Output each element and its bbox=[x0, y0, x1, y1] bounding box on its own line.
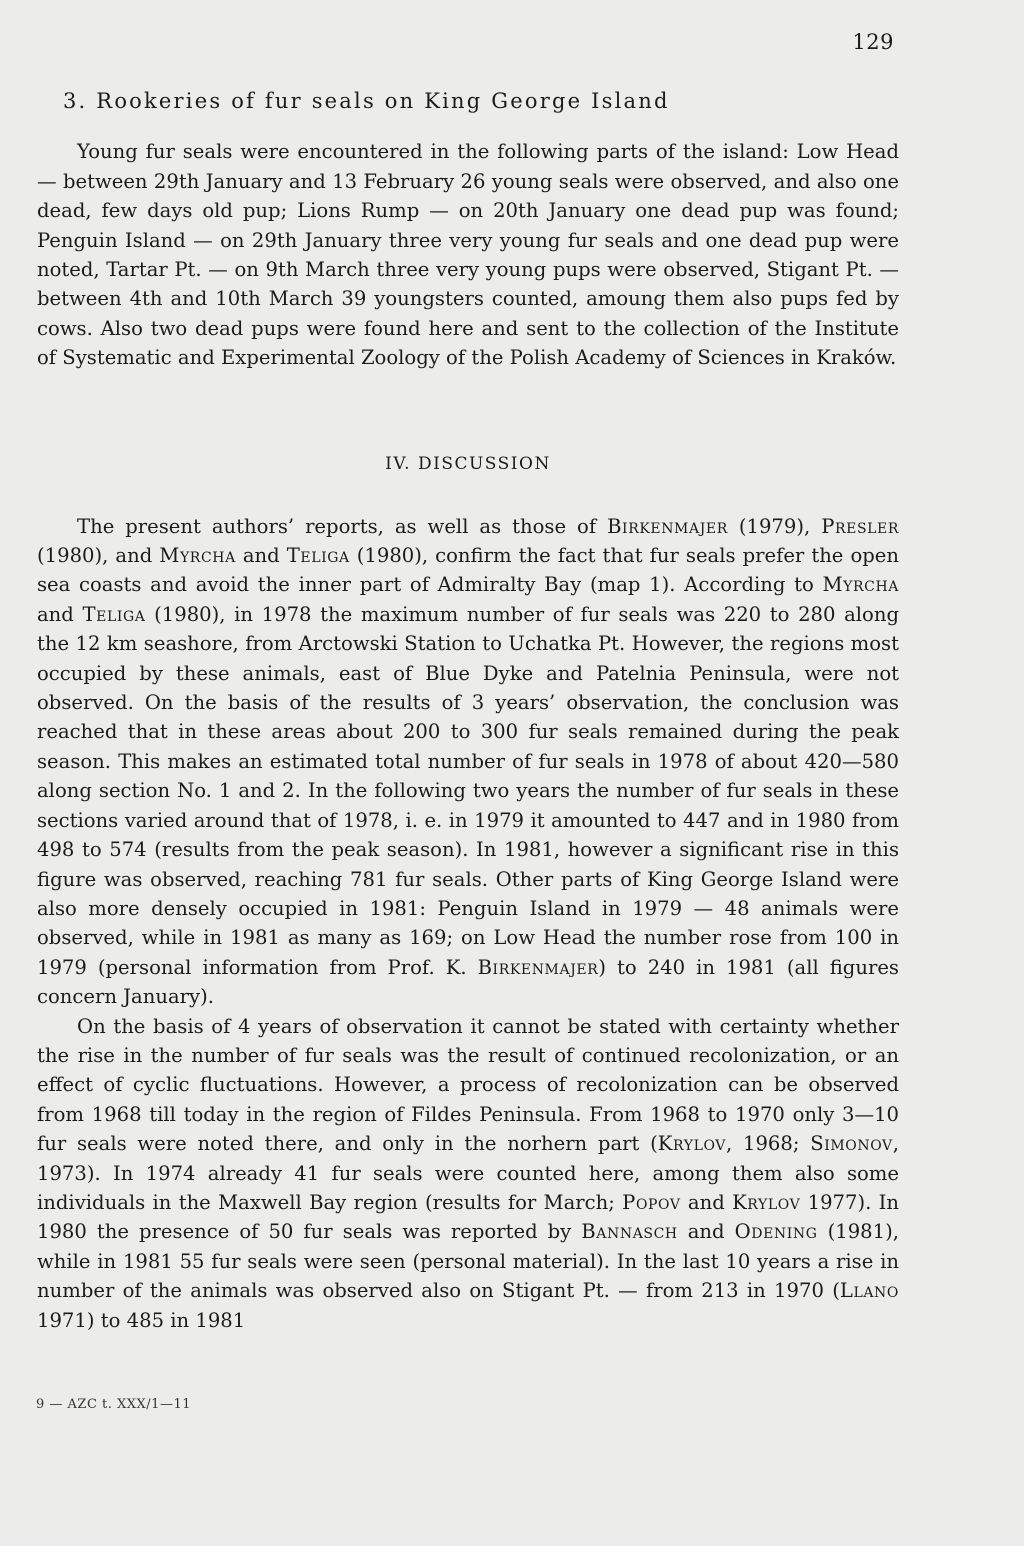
author-name: Presler bbox=[821, 514, 899, 538]
text-run: 1977). In 1980 the presence of 50 fur seals was reported by bbox=[37, 1190, 900, 1244]
text-run: (1980), confirm the fact that fur seals prefer the open sea coasts and avoid the inner part of Admiralty Bay (map 1). According to bbox=[37, 544, 899, 597]
author-name: Birkenmajer bbox=[607, 514, 728, 538]
section-heading-rookeries: 3. Rookeries of fur seals on King George Island bbox=[63, 89, 670, 113]
author-name: Popov bbox=[622, 1190, 681, 1214]
printer-signature: 9 — AZC t. XXX/1—11 bbox=[36, 1397, 191, 1412]
page-number: 129 bbox=[852, 30, 894, 54]
author-name: Simonov bbox=[810, 1132, 893, 1156]
author-name: Bannasch bbox=[581, 1220, 678, 1244]
author-name: Teliga bbox=[82, 602, 146, 626]
text-run: ) to 240 in 1981 (all figures concern January). bbox=[37, 955, 899, 1009]
text-run: (1980), in 1978 the maximum number of fur seals was 220 to 280 along the 12 km seashore, from Arctowski Station to Uchatka Pt. However, the regions most occupied by these animals, east of Blue Dyke and Patelnia Peninsula, were not observed. On the basis of the results of 3 years’ observation, the conclusion was reached that in these areas about 200 to 300 fur seals remained during the peak season. This makes an estimated total number of fur seals in 1978 of about 420—580 along section No. 1 and 2. In the following two years the number of fur seals in these sections varied around that of 1978, i. e. in 1979 it amounted to 447 and in 1980 from 498 to 574 (results from the peak season). In 1981, however a significant rise in this figure was observed, reaching 781 fur seals. Other parts of King George Island were also more densely occupied in 1981: Penguin Island in 1979 — 48 animals were observed, while in 1981 as many as 169; on Low Head the number rose from 100 in 1979 (personal information from Prof. K. bbox=[37, 602, 900, 979]
text-run: and bbox=[37, 602, 83, 626]
text-run: 1971) to 485 in 1981 bbox=[37, 1308, 246, 1332]
author-name: Myrcha bbox=[159, 544, 236, 568]
author-name: Myrcha bbox=[822, 573, 899, 597]
page-content bbox=[37, 88, 899, 1335]
text-run: (1979), bbox=[727, 514, 822, 538]
text-run: (1981), while in 1981 55 fur seals were seen (personal material). In the last 10 years a rise in number of the animals was observed also on Stigant Pt. — from 213 in 1970 ( bbox=[37, 1220, 899, 1303]
text-run: (1980), and bbox=[37, 544, 160, 568]
text-run: On the basis of 4 years of observation it cannot be stated with certainty whether the rise in the number of fur seals was the result of continued recolonization, or an effect of cyclic fluctuations. However, a process of recolonization can be observed from 1968 till today in the region of Fildes Peninsula. From 1968 to 1970 only 3—10 fur seals were noted there, and only in the norhern part ( bbox=[37, 1014, 899, 1156]
discussion-paragraph-2 bbox=[37, 1012, 899, 1335]
text-run: , 1968; bbox=[726, 1132, 811, 1156]
rookeries-paragraph: Young fur seals were encountered in the following parts of the island: Low Head — between 29th January and 13 February 26 young seals were observed, and also one dead, few days old pup; Lions Rump — on 20th January one dead pup was found; Penguin Island — on 29th January three very young fur seals and one dead pup were noted, Tartar Pt. — on 9th March three very young pups were observed, Stigant Pt. — between 4th and 10th March 39 youngsters counted, amoung them also pups fed by cows. Also two dead pups were found here and sent to the collection of the Institute of Systematic and Experimental Zoology of the Polish Academy of Sciences in Kraków. bbox=[37, 140, 899, 370]
text-run: and bbox=[235, 544, 287, 568]
author-name: Birkenmajer bbox=[477, 955, 599, 979]
author-name: Krylov bbox=[657, 1132, 727, 1156]
text-run: and bbox=[677, 1220, 735, 1244]
author-name: Llano bbox=[839, 1279, 899, 1303]
discussion-paragraph-1 bbox=[37, 512, 899, 1012]
author-name: Odening bbox=[734, 1220, 818, 1244]
discussion-heading: IV. DISCUSSION bbox=[385, 453, 551, 474]
author-name: Teliga bbox=[286, 544, 350, 568]
text-run: and bbox=[680, 1190, 733, 1214]
text-run: The present authors’ reports, as well as those of bbox=[77, 514, 608, 538]
author-name: Krylov bbox=[732, 1190, 801, 1214]
text-run: , 1973). In 1974 already 41 fur seals were counted here, among them also some individuals in the Maxwell Bay region (results for March; bbox=[37, 1132, 899, 1214]
